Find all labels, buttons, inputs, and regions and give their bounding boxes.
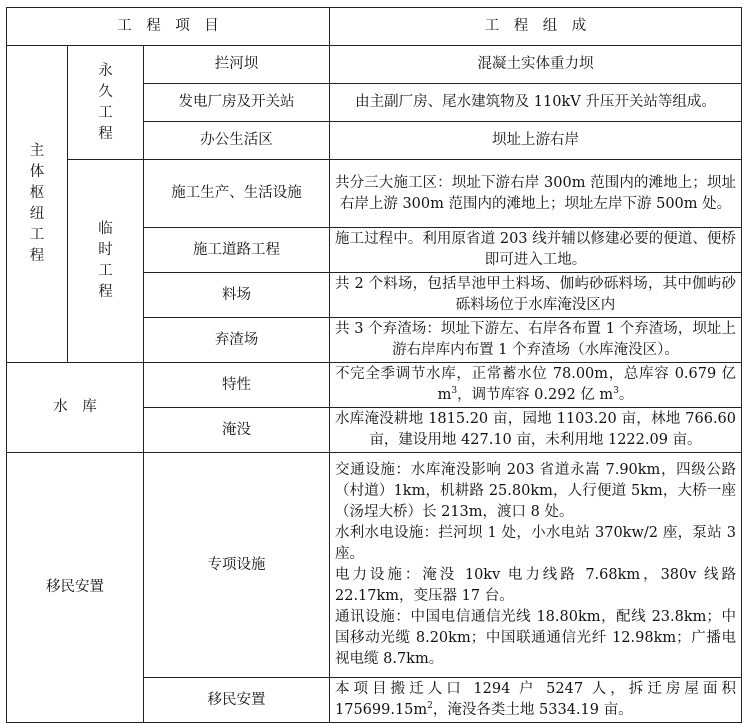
main-works-label: 主体枢纽工程 — [7, 46, 68, 363]
item-cell: 施工生产、生活设施 — [144, 160, 330, 228]
table-row — [7, 453, 742, 678]
item-cell: 施工道路工程 — [144, 228, 330, 273]
desc-cell: 由主副厂房、尾水建筑物及 110kV 升压开关站等组成。 — [330, 84, 742, 122]
item-cell: 弃渣场 — [144, 318, 330, 363]
desc-cell: 水库淹没耕地 1815.20 亩，园地 1103.20 亩，林地 766.60 亩，建设用地 427.10 亩，未利用地 1222.09 亩。 — [330, 408, 742, 453]
item-cell: 发电厂房及开关站 — [144, 84, 330, 122]
paragraph: 通讯设施：中国电信通信光线 18.80km，配线 23.8km；中国移动光缆 8.20km；中国联通通信光纤 12.98km；广播电视电缆 8.7km。 — [335, 609, 736, 667]
item-cell: 料场 — [144, 273, 330, 318]
header-row — [7, 8, 742, 46]
desc-cell: 混凝土实体重力坝 — [330, 46, 742, 84]
header-composition: 工 程 组 成 — [330, 8, 742, 46]
paragraph: 水利水电设施：拦河坝 1 处，小水电站 370kw/2 座，泵站 3 座。 — [335, 525, 736, 562]
header-project: 工 程 项 目 — [7, 8, 330, 46]
reservoir-label: 水 库 — [7, 363, 144, 453]
temporary-works-label: 临时工程 — [68, 160, 144, 363]
project-composition-table — [6, 7, 742, 723]
desc-cell: 共分三大施工区：坝址下游右岸 300m 范围内的滩地上；坝址右岸上游 300m 范围内的滩地上；坝址左岸下游 500m 处。 — [330, 160, 742, 228]
desc-cell: 施工过程中。利用原省道 203 线并辅以修建必要的便道、便桥即可进入工地。 — [330, 228, 742, 273]
table-row — [7, 46, 742, 84]
item-cell: 办公生活区 — [144, 122, 330, 160]
paragraph: 电力设施：淹没 10kv 电力线路 7.68km，380v 线路 22.17km，变压器 17 台。 — [335, 567, 736, 604]
desc-cell: 本项目搬迁人口 1294 户 5247 人，拆迁房屋面积 $175699.15m^2$，淹没各类土地 5334.19 亩。 — [330, 678, 742, 723]
desc-cell — [330, 453, 742, 678]
desc-cell: 不完全季调节水库，正常蓄水位 78.00m，总库容 0.679 亿 $m^3$，调节库容 0.292 亿 $m^3$。 — [330, 363, 742, 408]
paragraph: 交通设施：水库淹没影响 203 省道永嵩 7.90km，四级公路（村道）1km，机耕路 25.80km，人行便道 5km，大桥一座（汤埕大桥）长 213m，渡口 8 处。 — [335, 462, 736, 520]
resettlement-label: 移民安置 — [7, 453, 144, 723]
item-cell: 专项设施 — [144, 453, 330, 678]
table-row — [7, 363, 742, 408]
item-cell: 特性 — [144, 363, 330, 408]
item-cell: 拦河坝 — [144, 46, 330, 84]
item-cell: 移民安置 — [144, 678, 330, 723]
desc-cell: 共 3 个弃渣场：坝址下游左、右岸各布置 1 个弃渣场，坝址上游右岸库内布置 1 个弃渣场（水库淹没区）。 — [330, 318, 742, 363]
desc-cell: 坝址上游右岸 — [330, 122, 742, 160]
table-row — [7, 160, 742, 228]
desc-cell: 共 2 个料场，包括旱池甲土料场、伽屿砂砾料场，其中伽屿砂砾料场位于水库淹没区内 — [330, 273, 742, 318]
item-cell: 淹没 — [144, 408, 330, 453]
permanent-works-label: 永久工程 — [68, 46, 144, 160]
